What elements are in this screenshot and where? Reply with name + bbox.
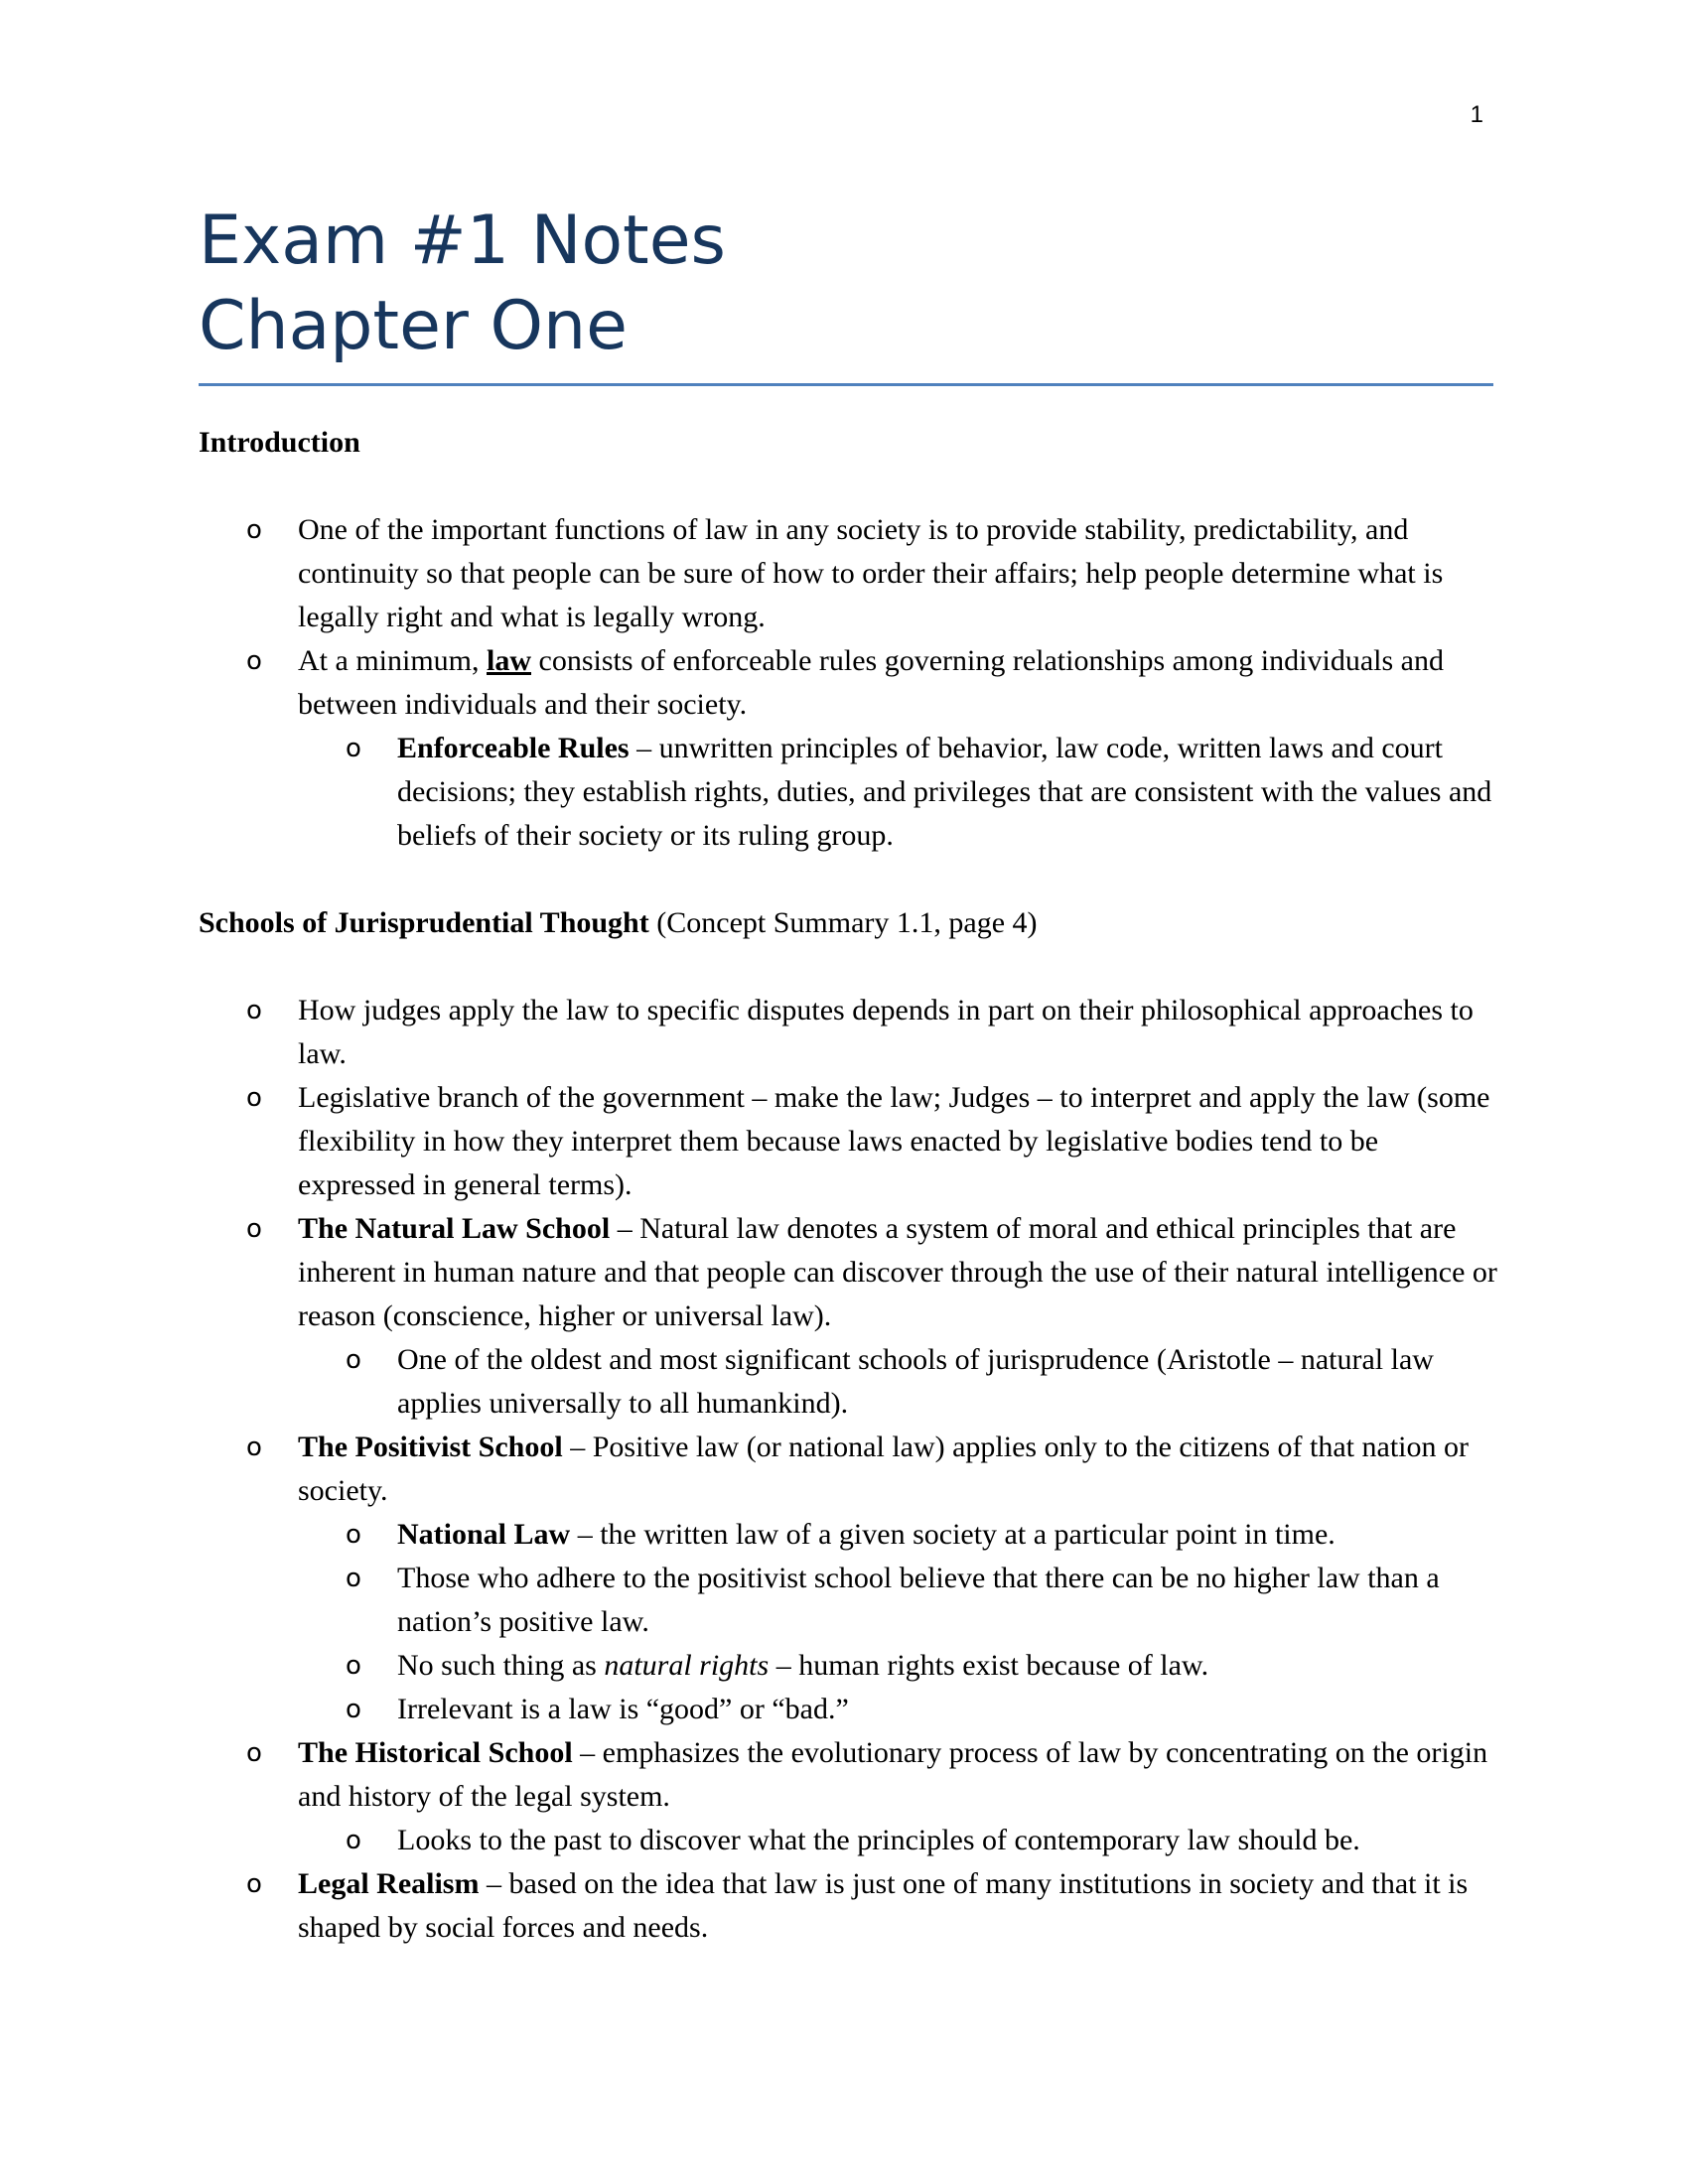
term-historical-school: The Historical School bbox=[298, 1736, 573, 1769]
list-item bbox=[199, 639, 1499, 858]
sublist-item-text: – unwritten principles of behavior, law code, written laws and court decisions; they establish rights, duties, and privileges that are consistent with the values and beliefs of their society or its ruling group. bbox=[397, 732, 1492, 852]
list-item-text: One of the important functions of law in any society is to provide stability, predictability, and continuity so that people can be sure of how to order their affairs; help people determine what is legally right and what is legally wrong. bbox=[298, 513, 1444, 633]
term-law: law bbox=[487, 644, 531, 677]
spacer bbox=[199, 858, 1499, 901]
list-item-text: – emphasizes the evolutionary process of law by concentrating on the origin and history of the legal system. bbox=[298, 1736, 1488, 1813]
introduction-list bbox=[199, 508, 1499, 858]
term-legal-realism: Legal Realism bbox=[298, 1867, 480, 1900]
document-body bbox=[199, 421, 1499, 1950]
hollow-bullet-icon: o bbox=[246, 1433, 262, 1462]
hollow-bullet-icon: o bbox=[346, 1520, 361, 1550]
sublist-item-text-prefix: No such thing as bbox=[397, 1649, 605, 1682]
sublist-item bbox=[298, 1819, 1499, 1862]
hollow-bullet-icon: o bbox=[346, 734, 361, 763]
sublist-item bbox=[298, 1513, 1499, 1557]
term-national-law: National Law bbox=[397, 1518, 571, 1551]
sublist-item-text: Irrelevant is a law is “good” or “bad.” bbox=[397, 1693, 849, 1725]
hollow-bullet-icon: o bbox=[246, 1083, 262, 1113]
hollow-bullet-icon: o bbox=[246, 515, 262, 545]
spacer bbox=[199, 945, 1499, 989]
sublist bbox=[298, 727, 1499, 858]
sublist-item bbox=[298, 1688, 1499, 1731]
sublist-item bbox=[298, 1644, 1499, 1688]
list-item bbox=[199, 1862, 1499, 1950]
section-heading-text: Schools of Jurisprudential Thought bbox=[199, 906, 649, 939]
term-natural-rights: natural rights bbox=[604, 1649, 770, 1682]
term-positivist-school: The Positivist School bbox=[298, 1431, 563, 1463]
section-heading-schools bbox=[199, 901, 1499, 945]
chapter-title: Chapter One bbox=[199, 287, 628, 365]
hollow-bullet-icon: o bbox=[346, 1345, 361, 1375]
list-item-text: How judges apply the law to specific disputes depends in part on their philosophical approaches to law. bbox=[298, 994, 1474, 1070]
hollow-bullet-icon: o bbox=[346, 1695, 361, 1724]
sublist-item-text: – the written law of a given society at a particular point in time. bbox=[570, 1518, 1336, 1551]
hollow-bullet-icon: o bbox=[346, 1564, 361, 1593]
sublist-item-text: Looks to the past to discover what the principles of contemporary law should be. bbox=[397, 1824, 1360, 1856]
list-item-text-suffix: consists of enforceable rules governing relationships among individuals and between individuals and their society. bbox=[298, 644, 1444, 721]
list-item bbox=[199, 1426, 1499, 1731]
hollow-bullet-icon: o bbox=[246, 1869, 262, 1899]
sublist bbox=[298, 1338, 1499, 1426]
sublist-item bbox=[298, 1557, 1499, 1644]
title-block bbox=[199, 199, 1493, 386]
list-item-text: – Positive law (or national law) applies only to the citizens of that nation or society. bbox=[298, 1431, 1469, 1507]
list-item bbox=[199, 1207, 1499, 1426]
list-item bbox=[199, 1731, 1499, 1862]
sublist bbox=[298, 1513, 1499, 1731]
list-item-text-prefix: At a minimum, bbox=[298, 644, 487, 677]
sublist-item-text: Those who adhere to the positivist school believe that there can be no higher law than a nation’s positive law. bbox=[397, 1562, 1440, 1638]
term-natural-law-school: The Natural Law School bbox=[298, 1212, 611, 1245]
list-item-text: Legislative branch of the government – make the law; Judges – to interpret and apply the law (some flexibility in how they interpret them because laws enacted by legislative bodies tend to be expressed in general terms). bbox=[298, 1081, 1490, 1201]
hollow-bullet-icon: o bbox=[346, 1651, 361, 1681]
hollow-bullet-icon: o bbox=[346, 1826, 361, 1855]
sublist-item bbox=[298, 727, 1499, 858]
hollow-bullet-icon: o bbox=[246, 1214, 262, 1244]
hollow-bullet-icon: o bbox=[246, 646, 262, 676]
list-item bbox=[199, 989, 1499, 1076]
sublist-item bbox=[298, 1338, 1499, 1426]
term-enforceable-rules: Enforceable Rules bbox=[397, 732, 630, 764]
list-item bbox=[199, 1076, 1499, 1207]
list-item-text: – based on the idea that law is just one of many institutions in society and that it is shaped by social forces and needs. bbox=[298, 1867, 1469, 1944]
sublist-item-text-suffix: – human rights exist because of law. bbox=[769, 1649, 1209, 1682]
section-heading-introduction: Introduction bbox=[199, 426, 360, 459]
section-heading-note: (Concept Summary 1.1, page 4) bbox=[648, 906, 1038, 939]
spacer bbox=[199, 465, 1499, 508]
hollow-bullet-icon: o bbox=[246, 996, 262, 1025]
document-title: Exam #1 Notes bbox=[199, 202, 726, 280]
page-number: 1 bbox=[1470, 101, 1483, 128]
list-item bbox=[199, 508, 1499, 639]
sublist bbox=[298, 1819, 1499, 1862]
list-item-text: – Natural law denotes a system of moral and ethical principles that are inherent in human nature and that people can discover through the use of their natural intelligence or reason (conscience, higher or universal law). bbox=[298, 1212, 1497, 1332]
sublist-item-text: One of the oldest and most significant schools of jurisprudence (Aristotle – natural law applies universally to all humankind). bbox=[397, 1343, 1434, 1420]
title-underline-rule bbox=[199, 383, 1493, 386]
hollow-bullet-icon: o bbox=[246, 1738, 262, 1768]
schools-list bbox=[199, 989, 1499, 1950]
